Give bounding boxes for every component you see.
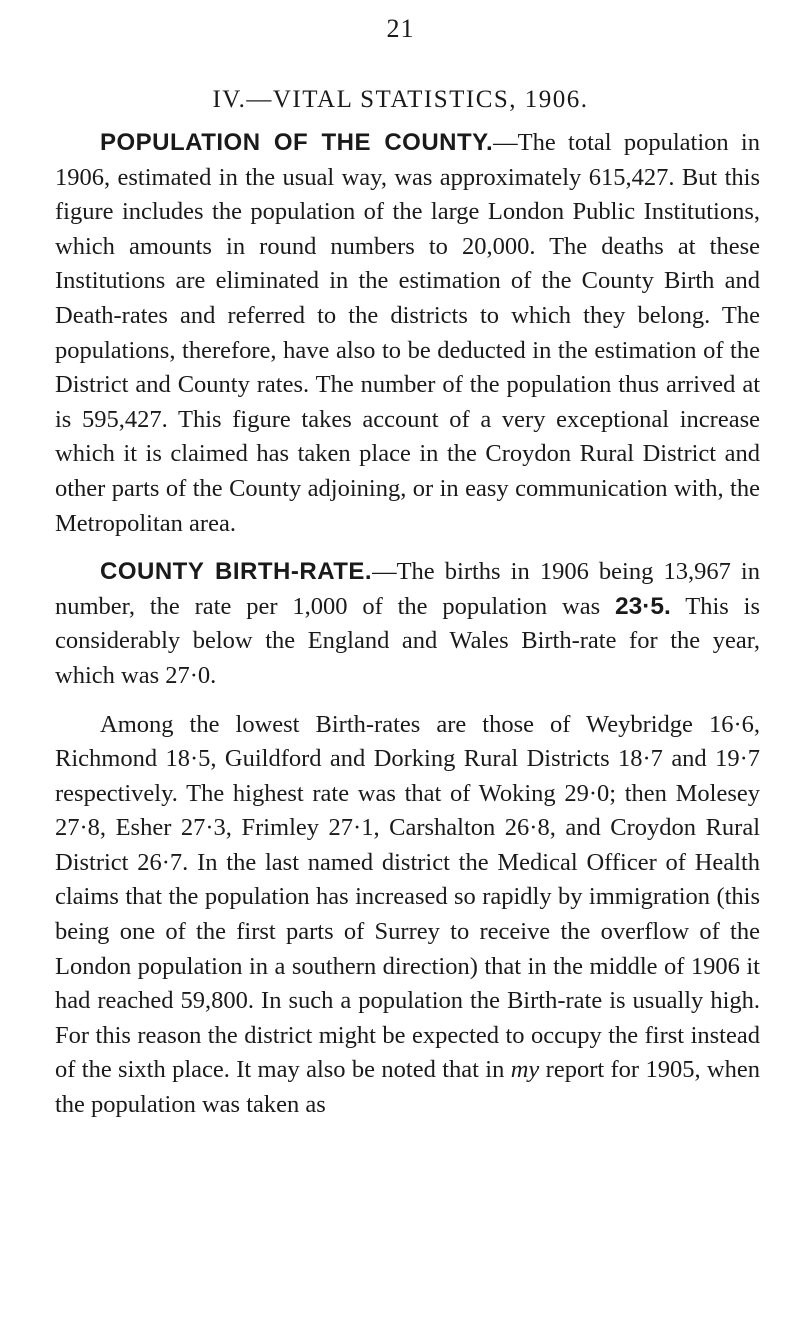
section-title: IV.—VITAL STATISTICS, 1906. bbox=[212, 86, 589, 113]
birth-rate-text-after: This is considerably below the England and Wales Birth-rate for the year, which was 27·0. bbox=[55, 592, 760, 689]
paragraph-population bbox=[55, 126, 760, 541]
paragraph-birth-rate bbox=[55, 555, 760, 693]
population-text: —The total population in 1906, estimated in the usual way, was approximately 615,427. But this figure includes the population of the large London Public Institutions, which amounts in round numbers to 20,000. The deaths at these Institutions are eliminated in the estimation of the County Birth and Death-rates and referred to the districts to which they belong. The populations, therefore, have also to be deducted in the estimation of the District and County rates. The number of the population thus arrived at is 595,427. This figure takes account of a very exceptional increase which it is claimed has taken place in the Croydon Rural District and other parts of the County adjoining, or in easy communication with, the Metropolitan area. bbox=[55, 129, 760, 537]
among-text-before: Among the lowest Birth-rates are those of Weybridge 16·6, Richmond 18·5, Guildford and Dorking Rural Districts 18·7 and 19·7 respectively. The highest rate was that of Woking 29·0; then Molesey 27·8, Esher 27·3, Frimley 27·1, Carshalton 26·8, and Croydon Rural District 26·7. In the last named district the Medical Officer of Health claims that the population has increased so rapidly by immigration (this being one of the first parts of Surrey to receive the overflow of the London population in a southern direction) that in the middle of 1906 it had reached 59,800. In such a population the Birth-rate is usually high. For this reason the district might be expected to occupy the first instead of the sixth place. It may also be noted that in bbox=[55, 710, 760, 1084]
birth-rate-value: 23·5. bbox=[614, 592, 671, 620]
page-number: 21 bbox=[386, 14, 415, 43]
population-heading: POPULATION OF THE COUNTY. bbox=[100, 129, 494, 156]
body-text bbox=[55, 126, 760, 1123]
paragraph-among bbox=[55, 708, 760, 1123]
among-emphasis: my bbox=[510, 1056, 540, 1084]
birth-rate-heading: COUNTY BIRTH-RATE. bbox=[100, 558, 373, 586]
among-text-after: report for 1905, when the population was taken as bbox=[55, 1056, 760, 1119]
birth-rate-text-before: —The births in 1906 being 13,967 in number, the rate per 1,000 of the population was bbox=[55, 558, 760, 620]
